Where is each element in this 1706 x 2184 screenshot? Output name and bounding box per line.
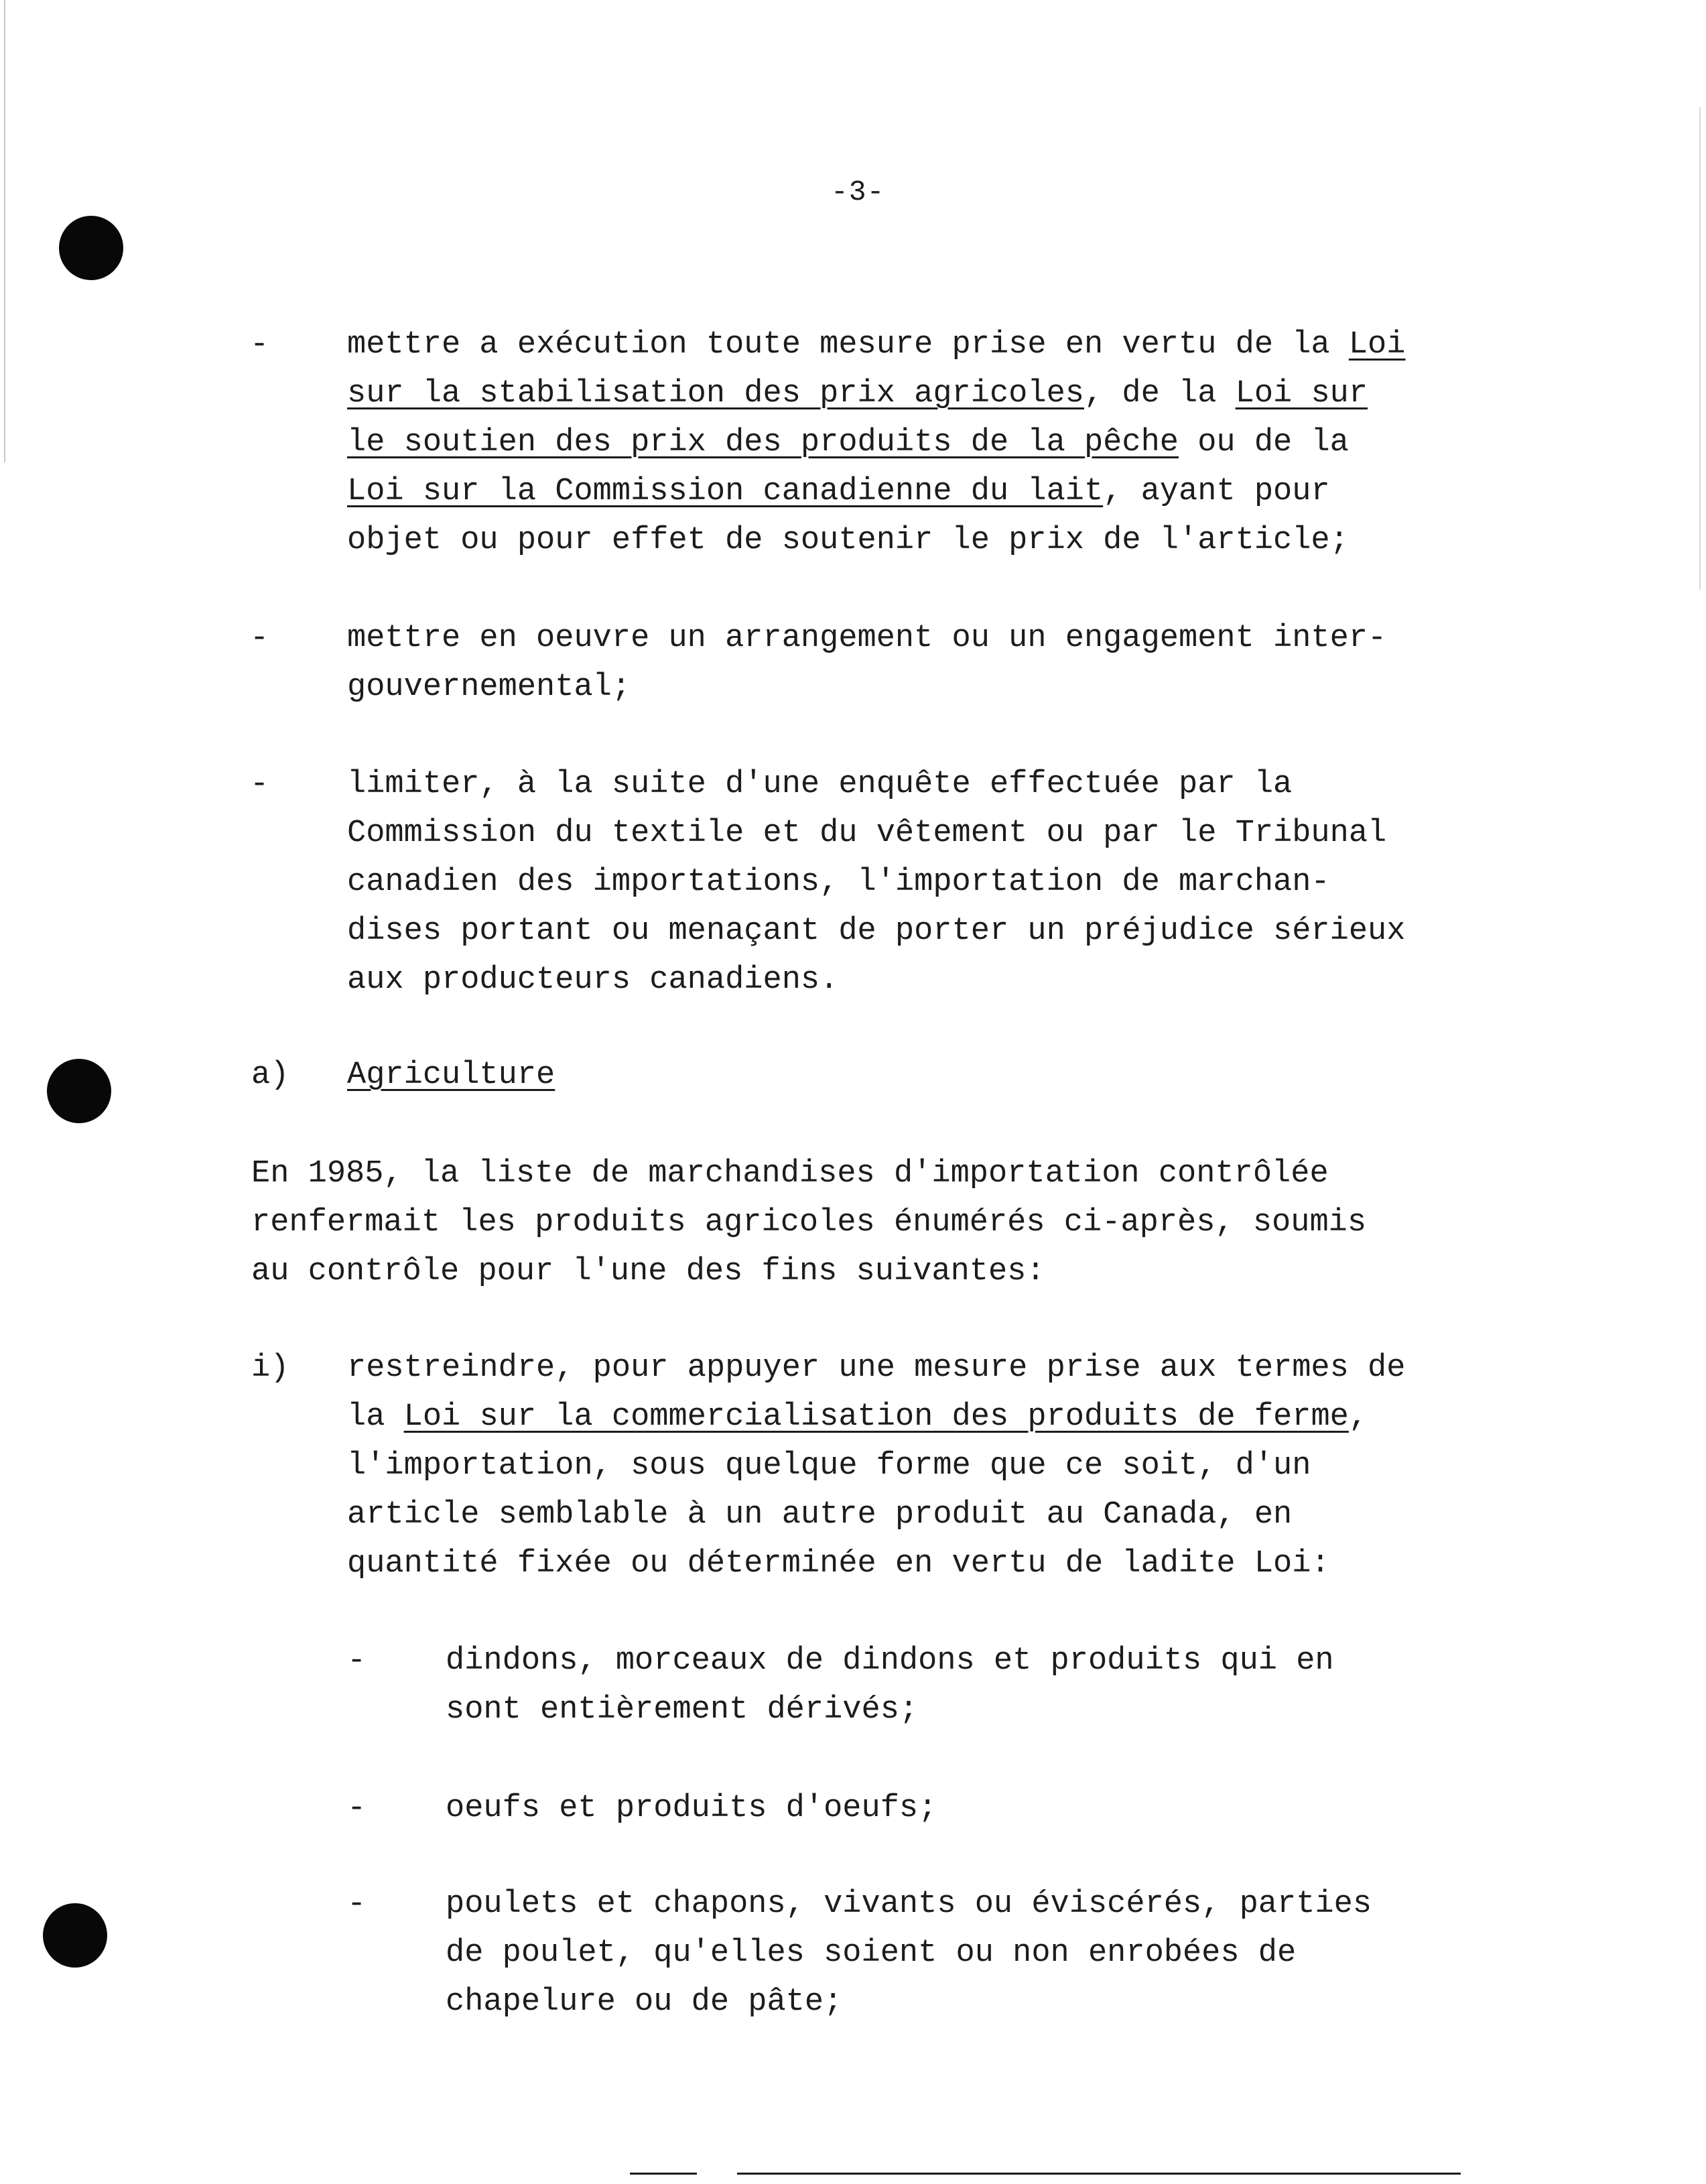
bullet-text-arrangement	[347, 614, 1386, 712]
section-marker: a)	[251, 1057, 289, 1093]
text-line: la Loi sur la commercialisation des produits de ferme,	[347, 1399, 1368, 1435]
text-line: sont entièrement dérivés;	[446, 1692, 919, 1728]
section-heading	[347, 1051, 555, 1100]
text-line: l'importation, sous quelque forme que ce soit, d'un	[347, 1448, 1311, 1484]
text-line: poulets et chapons, vivants ou éviscérés, parties	[446, 1886, 1372, 1922]
sub-bullet-marker: -	[347, 1643, 367, 1679]
text-line: En 1985, la liste de marchandises d'importation contrôlée	[251, 1156, 1329, 1192]
text-line: objet ou pour effet de soutenir le prix de l'article;	[347, 523, 1349, 558]
intro-paragraph	[251, 1149, 1366, 1296]
text-line: restreindre, pour appuyer une mesure prise aux termes de	[347, 1350, 1406, 1386]
text-line: sur la stabilisation des prix agricoles, de la Loi sur	[347, 376, 1368, 411]
text-line: dises portant ou menaçant de porter un préjudice sérieux	[347, 913, 1406, 949]
text-line: article semblable à un autre produit au Canada, en	[347, 1497, 1293, 1533]
bullet-marker: -	[250, 767, 269, 802]
sub-bullet-marker: -	[347, 1886, 367, 1922]
scan-edge-line	[4, 0, 5, 462]
sub-bullet-marker: -	[347, 1791, 367, 1826]
underlined-title: Loi	[1348, 327, 1406, 363]
item-marker: i)	[251, 1350, 289, 1386]
punch-hole-bottom	[43, 1903, 107, 1968]
page-number: -3-	[831, 176, 885, 208]
underlined-title: Loi sur la Commission canadienne du lait	[347, 474, 1104, 509]
text-line: Commission du textile et du vêtement ou par le Tribunal	[347, 816, 1387, 851]
punch-hole-top	[59, 216, 123, 280]
scan-edge-line-right	[1699, 107, 1701, 590]
footer-rule-short	[630, 2173, 697, 2175]
underlined-title: le soutien des prix des produits de la pêche	[347, 425, 1179, 460]
text-line: oeufs et produits d'oeufs;	[446, 1791, 937, 1826]
text-line: au contrôle pour l'une des fins suivantes:	[251, 1254, 1045, 1289]
underlined-title: Loi sur	[1235, 376, 1368, 411]
text-line: renfermait les produits agricoles énumérés ci-après, soumis	[251, 1205, 1367, 1240]
text-line: limiter, à la suite d'une enquête effectuée par la	[347, 767, 1293, 802]
bullet-marker: -	[250, 621, 269, 656]
section-title: Agriculture	[347, 1057, 555, 1093]
text-line: gouvernemental;	[347, 669, 631, 705]
text-line: le soutien des prix des produits de la pêche ou de la	[347, 425, 1349, 460]
sub-bullet-oeufs	[446, 1784, 937, 1833]
bullet-marker: -	[250, 327, 269, 363]
punch-hole-middle	[47, 1059, 111, 1123]
underlined-title: sur la stabilisation des prix agricoles	[347, 376, 1084, 411]
text-line: canadien des importations, l'importation de marchan-	[347, 864, 1330, 900]
text-line: dindons, morceaux de dindons et produits qui en	[446, 1643, 1334, 1679]
sub-bullet-poulets	[446, 1880, 1372, 2027]
bullet-text-loi-stabilisation	[347, 320, 1405, 565]
text-line: aux producteurs canadiens.	[347, 962, 839, 998]
underlined-title: Loi sur la commercialisation des produits de ferme	[403, 1399, 1349, 1435]
sub-bullet-dindons	[446, 1636, 1334, 1734]
text-line: quantité fixée ou déterminée en vertu de ladite Loi:	[347, 1546, 1330, 1582]
text-line: Loi sur la Commission canadienne du lait, ayant pour	[347, 474, 1330, 509]
bullet-text-limiter	[347, 760, 1405, 1005]
item-i-text	[347, 1344, 1405, 1588]
text-line: de poulet, qu'elles soient ou non enrobées de	[446, 1935, 1297, 1971]
text-line: chapelure ou de pâte;	[446, 1984, 843, 2020]
footer-rule	[737, 2173, 1461, 2175]
text-line: mettre en oeuvre un arrangement ou un engagement inter-	[347, 621, 1387, 656]
text-line: mettre a exécution toute mesure prise en vertu de la Loi	[347, 327, 1406, 363]
